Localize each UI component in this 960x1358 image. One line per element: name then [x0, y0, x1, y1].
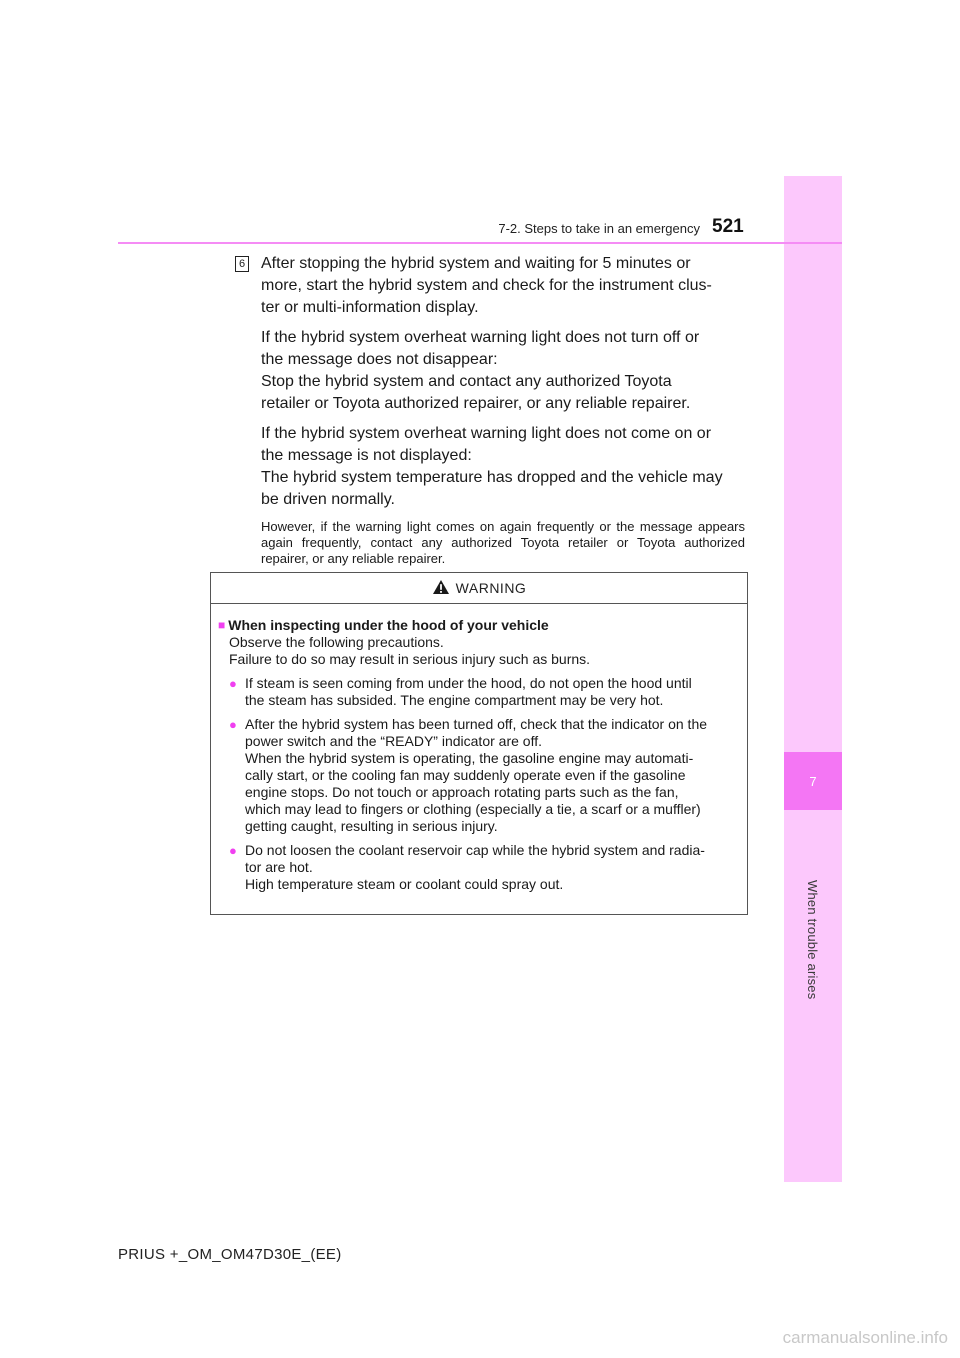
page-number: 521: [712, 216, 744, 237]
warning-header: [211, 573, 747, 604]
text-line: engine stops. Do not touch or approach rotating parts such as the fan,: [245, 784, 679, 800]
text-line: When the hybrid system is operating, the gasoline engine may automati-: [245, 750, 694, 766]
step-body: [261, 253, 745, 567]
text-line: cally start, or the cooling fan may suddenly operate even if the gasoline: [245, 767, 686, 783]
text-line: Failure to do so may result in serious injury such as burns.: [229, 651, 591, 667]
circle-bullet-icon: ●: [229, 676, 237, 691]
text-line: If the hybrid system overheat warning light does not turn off or: [261, 329, 700, 346]
text-line: If steam is seen coming from under the hood, do not open the hood until: [245, 675, 692, 691]
bullet-text: [245, 675, 741, 709]
warning-title: [218, 617, 741, 634]
text-line: Do not loosen the coolant reservoir cap while the hybrid system and radia-: [245, 842, 705, 858]
text-line: the message does not disappear:: [261, 351, 498, 368]
text-line: The hybrid system temperature has dropped and the vehicle may: [261, 469, 723, 486]
warning-intro: [229, 634, 741, 668]
chapter-label: When trouble arises: [805, 880, 820, 1000]
watermark: carmanualsonline.info: [782, 1328, 948, 1347]
text-line: which may lead to fingers or clothing (especially a tie, a scarf or a muffler): [245, 801, 701, 817]
circle-bullet-icon: ●: [229, 843, 237, 858]
chapter-number: 7: [809, 773, 817, 789]
bullet-text: [245, 842, 741, 893]
text-line: getting caught, resulting in serious injury.: [245, 818, 498, 834]
text-line: High temperature steam or coolant could spray out.: [245, 876, 564, 892]
step-paragraph: [261, 253, 745, 319]
chapter-side-tab: [784, 176, 842, 1182]
text-line: the message is not displayed:: [261, 447, 472, 464]
warning-content: [211, 604, 747, 893]
text-line: more, start the hybrid system and check for the instrument clus-: [261, 277, 712, 294]
warning-bullet-item: [229, 842, 741, 893]
document-id: PRIUS +_OM_OM47D30E_(EE): [118, 1246, 342, 1263]
square-bullet-icon: ■: [218, 618, 226, 632]
warning-box: [210, 572, 748, 915]
text-line: retailer or Toyota authorized repairer, or any reliable repairer.: [261, 395, 691, 412]
header-divider: [118, 242, 842, 244]
text-line: ter or multi-information display.: [261, 299, 479, 316]
warning-bullet-item: [229, 716, 741, 835]
text-line: be driven normally.: [261, 491, 395, 508]
text-line: If the hybrid system overheat warning light does not come on or: [261, 425, 712, 442]
text-line: tor are hot.: [245, 859, 313, 875]
warning-triangle-icon: [432, 579, 450, 598]
circle-bullet-icon: ●: [229, 717, 237, 732]
text-line: After stopping the hybrid system and waiting for 5 minutes or: [261, 255, 691, 272]
step-number-badge: 6: [235, 256, 249, 272]
step-paragraph: [261, 423, 745, 511]
step-paragraph: [261, 327, 745, 415]
text-line: Observe the following precautions.: [229, 634, 444, 650]
warning-label: WARNING: [455, 580, 527, 596]
text-line: power switch and the “READY” indicator are off.: [245, 733, 542, 749]
warning-title-text: When inspecting under the hood of your vehicle: [228, 617, 549, 633]
text-line: the steam has subsided. The engine compartment may be very hot.: [245, 692, 664, 708]
text-line: After the hybrid system has been turned off, check that the indicator on the: [245, 716, 708, 732]
text-line: Stop the hybrid system and contact any authorized Toyota: [261, 373, 672, 390]
warning-bullet-item: [229, 675, 741, 709]
chapter-number-badge: [784, 752, 842, 810]
step-note: However, if the warning light comes on again frequently or the message appears again frequently, contact any authorized Toyota retailer or Toyota authorized repairer, or any reliable repairer.: [261, 519, 745, 566]
bullet-text: [245, 716, 741, 835]
section-title: 7-2. Steps to take in an emergency: [498, 221, 700, 236]
